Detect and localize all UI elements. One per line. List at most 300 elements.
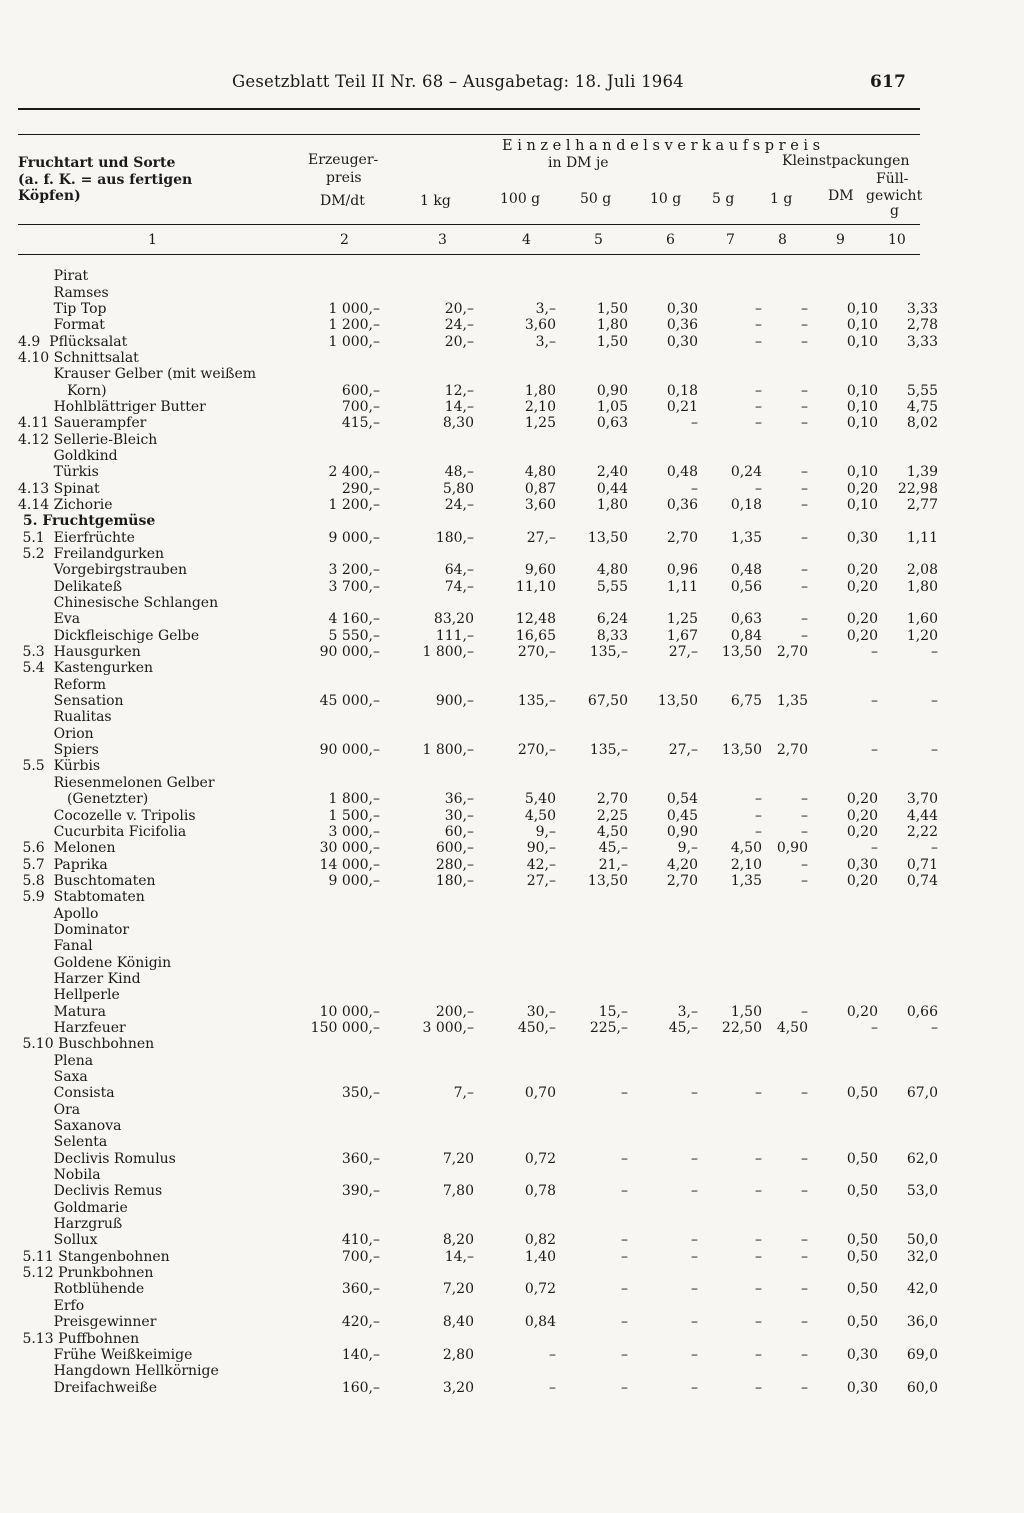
table-row [18, 480, 938, 496]
cell-col-9: 0,30 [846, 1379, 878, 1396]
cell-col-10: 42,0 [906, 1281, 938, 1298]
cell-col-5: 13,50 [587, 529, 628, 546]
cell-col-10 [878, 1265, 938, 1281]
row-label: Dickfleischige Gelbe [18, 627, 200, 644]
cell-col-7: – [755, 333, 762, 350]
row-label: Dominator [18, 921, 130, 938]
cell-col-5: 1,05 [596, 398, 628, 415]
cell-col-3: 600,– [435, 840, 474, 857]
header-rule [18, 108, 920, 110]
cell-col-5: – [621, 1248, 628, 1265]
row-label: Erfo [18, 1297, 85, 1314]
cell-col-10 [878, 775, 938, 791]
row-label: Frühe Weißkeimige [18, 1346, 193, 1363]
table-row [18, 366, 938, 382]
cell-col-2: 10 000,– [319, 1003, 380, 1020]
cell-col-9: – [871, 1019, 878, 1036]
cell-col-4 [474, 1298, 556, 1314]
cell-col-5 [556, 1200, 628, 1216]
row-label: Preisgewinner [18, 1314, 157, 1331]
cell-col-4 [474, 1363, 556, 1379]
cell-col-10: 32,0 [906, 1248, 938, 1265]
cell-col-5 [556, 905, 628, 921]
cell-col-4 [474, 366, 556, 382]
cell-col-3 [380, 905, 474, 921]
row-label: Orion [18, 725, 94, 742]
cell-col-6: 2,70 [666, 872, 698, 889]
cell-col-6: 3,– [677, 1003, 698, 1020]
cell-col-6 [628, 775, 698, 791]
cell-col-6 [628, 1167, 698, 1183]
cell-col-10 [878, 971, 938, 987]
cell-col-4 [474, 954, 556, 970]
cell-col-3: 20,– [444, 333, 474, 350]
table-row [18, 971, 938, 987]
cell-col-8: – [801, 823, 808, 840]
table-row [18, 579, 938, 595]
cell-col-6: – [691, 1248, 698, 1265]
col1-header-line3: Köpfen) [18, 188, 81, 204]
cell-col-2: 420,– [341, 1314, 380, 1331]
column-number: 10 [888, 232, 906, 248]
cell-col-8: 2,70 [776, 742, 808, 759]
cell-col-3: 60,– [444, 823, 474, 840]
cell-col-7 [698, 1265, 762, 1281]
table-row [18, 873, 938, 889]
cell-col-3: 7,80 [442, 1183, 474, 1200]
cell-col-9 [808, 1102, 878, 1118]
cell-col-6: 0,36 [666, 317, 698, 334]
cell-col-6: – [691, 1314, 698, 1331]
cell-col-7: – [755, 1085, 762, 1102]
cell-col-7 [698, 1118, 762, 1134]
table-row [18, 1200, 938, 1216]
header-bottom-rule [18, 224, 920, 225]
table-row [18, 1216, 938, 1232]
cell-col-4 [474, 350, 556, 366]
cell-col-4: 3,– [535, 333, 556, 350]
table-row [18, 1379, 938, 1395]
cell-col-10 [878, 1330, 938, 1346]
cell-col-3: 5,80 [442, 480, 474, 497]
cell-col-7: – [755, 415, 762, 432]
column-number: 5 [594, 232, 603, 248]
cell-col-7: 13,50 [721, 742, 762, 759]
cell-col-9: 0,50 [846, 1232, 878, 1249]
column-number: 1 [148, 232, 157, 248]
cell-col-4 [474, 726, 556, 742]
cell-col-4: 3,– [535, 300, 556, 317]
cell-col-10: 22,98 [897, 480, 938, 497]
cell-col-4: 4,80 [524, 464, 556, 481]
cell-col-8 [762, 1036, 808, 1052]
cell-col-5: – [621, 1314, 628, 1331]
cell-col-10: 5,55 [906, 382, 938, 399]
cell-col-7 [698, 1200, 762, 1216]
cell-col-3 [380, 709, 474, 725]
table-row [18, 448, 938, 464]
cell-col-10 [878, 1118, 938, 1134]
cell-col-3: 3 000,– [422, 1019, 474, 1036]
cell-col-2 [296, 938, 380, 954]
cell-col-2 [296, 905, 380, 921]
cell-col-2 [296, 1265, 380, 1281]
cell-col-5 [556, 726, 628, 742]
cell-col-9 [808, 660, 878, 676]
cell-col-4 [474, 922, 556, 938]
cell-col-2: 3 000,– [328, 823, 380, 840]
cell-col-8 [762, 709, 808, 725]
cell-col-10: 36,0 [906, 1314, 938, 1331]
cell-col-2: 360,– [341, 1150, 380, 1167]
cell-col-4: 30,– [526, 1003, 556, 1020]
cell-col-7 [698, 726, 762, 742]
cell-col-10: 4,75 [906, 398, 938, 415]
header-fuell-line1: Füll- [876, 171, 909, 187]
cell-col-6 [628, 1363, 698, 1379]
cell-col-4 [474, 448, 556, 464]
cell-col-7 [698, 954, 762, 970]
row-label: 5.10 Buschbohnen [18, 1036, 155, 1053]
cell-col-5 [556, 709, 628, 725]
cell-col-6: – [691, 1183, 698, 1200]
cell-col-6: 13,50 [657, 693, 698, 710]
cell-col-10 [878, 366, 938, 382]
cell-col-9 [808, 889, 878, 905]
cell-col-8 [762, 954, 808, 970]
page-number: 617 [870, 72, 907, 92]
cell-col-8: – [801, 872, 808, 889]
cell-col-10 [878, 1216, 938, 1232]
cell-col-9: 0,50 [846, 1085, 878, 1102]
cell-col-8 [762, 938, 808, 954]
cell-col-2: 410,– [341, 1232, 380, 1249]
cell-col-4: 270,– [517, 644, 556, 661]
table-row [18, 513, 938, 529]
row-label: Apollo [18, 905, 99, 922]
cell-col-5 [556, 1134, 628, 1150]
cell-col-7 [698, 595, 762, 611]
cell-col-10: 4,44 [906, 807, 938, 824]
cell-col-10: 69,0 [906, 1346, 938, 1363]
cell-col-8 [762, 971, 808, 987]
cell-col-3: 111,– [435, 627, 474, 644]
cell-col-7 [698, 1363, 762, 1379]
cell-col-4: 0,82 [524, 1232, 556, 1249]
cell-col-8 [762, 1167, 808, 1183]
cell-col-5 [556, 1298, 628, 1314]
cell-col-10: – [931, 693, 938, 710]
cell-col-6 [628, 954, 698, 970]
cell-col-4 [474, 595, 556, 611]
cell-col-2 [296, 1363, 380, 1379]
cell-col-6 [628, 1036, 698, 1052]
cell-col-8 [762, 775, 808, 791]
cell-col-8: – [801, 1346, 808, 1363]
cell-col-10 [878, 726, 938, 742]
cell-col-5: 1,50 [596, 300, 628, 317]
cell-col-9: 0,20 [846, 480, 878, 497]
cell-col-9: 0,10 [846, 317, 878, 334]
cell-col-3: 30,– [444, 807, 474, 824]
cell-col-5: 13,50 [587, 872, 628, 889]
table-row [18, 415, 938, 431]
cell-col-5 [556, 1053, 628, 1069]
table-row [18, 464, 938, 480]
cell-col-8: – [801, 1085, 808, 1102]
cell-col-10 [878, 922, 938, 938]
header-dm: DM [828, 188, 854, 204]
cell-col-9: – [871, 693, 878, 710]
cell-col-6 [628, 1102, 698, 1118]
cell-col-8: 1,35 [776, 693, 808, 710]
row-label: Ramses [18, 284, 109, 301]
cell-col-8: – [801, 627, 808, 644]
cell-col-4 [474, 987, 556, 1003]
cell-col-5: – [621, 1232, 628, 1249]
cell-col-2 [296, 546, 380, 562]
price-table [18, 268, 938, 1396]
cell-col-8: – [801, 382, 808, 399]
cell-col-8: – [801, 578, 808, 595]
page-header [0, 72, 1024, 102]
table-row [18, 497, 938, 513]
table-row [18, 644, 938, 660]
cell-col-3 [380, 448, 474, 464]
cell-col-2 [296, 987, 380, 1003]
cell-col-8 [762, 1053, 808, 1069]
cell-col-9: 0,10 [846, 496, 878, 513]
cell-col-2: 360,– [341, 1281, 380, 1298]
cell-col-3: 12,– [444, 382, 474, 399]
cell-col-2: 90 000,– [319, 742, 380, 759]
cell-col-4: 16,65 [515, 627, 556, 644]
cell-col-7: 2,10 [730, 856, 762, 873]
cell-col-9: 0,10 [846, 398, 878, 415]
row-label: Eva [18, 611, 81, 628]
cell-col-3 [380, 1134, 474, 1150]
cell-col-9 [808, 1167, 878, 1183]
cell-col-4: 270,– [517, 742, 556, 759]
row-label: Sollux [18, 1232, 98, 1249]
cell-col-8 [762, 284, 808, 300]
cell-col-3: 1 800,– [422, 644, 474, 661]
cell-col-3 [380, 938, 474, 954]
col2-header-line3: DM/dt [320, 193, 365, 209]
cell-col-10 [878, 987, 938, 1003]
table-row [18, 431, 938, 447]
cell-col-2 [296, 709, 380, 725]
cell-col-3 [380, 284, 474, 300]
cell-col-8 [762, 513, 808, 529]
cell-col-4: 0,72 [524, 1150, 556, 1167]
cell-col-10: 3,70 [906, 791, 938, 808]
cell-col-9 [808, 1330, 878, 1346]
row-label: 5.5 Kürbis [18, 758, 101, 775]
cell-col-3: 1 800,– [422, 742, 474, 759]
cell-col-6 [628, 922, 698, 938]
cell-col-3 [380, 1363, 474, 1379]
cell-col-10: 8,02 [906, 415, 938, 432]
row-label: Hellperle [18, 987, 120, 1004]
cell-col-2 [296, 366, 380, 382]
cell-col-5 [556, 1265, 628, 1281]
group-header-title: E i n z e l h a n d e l s v e r k a u f s p r e i s [502, 138, 821, 154]
cell-col-8 [762, 677, 808, 693]
cell-col-2 [296, 513, 380, 529]
cell-col-5: 5,55 [596, 578, 628, 595]
row-label: Krauser Gelber (mit weißem [18, 366, 257, 383]
cell-col-7: 1,50 [730, 1003, 762, 1020]
cell-col-2 [296, 448, 380, 464]
cell-col-8 [762, 431, 808, 447]
cell-col-8 [762, 366, 808, 382]
cell-col-10: 60,0 [906, 1379, 938, 1396]
cell-col-10 [878, 595, 938, 611]
cell-col-5: – [621, 1281, 628, 1298]
cell-col-9 [808, 987, 878, 1003]
cell-col-7 [698, 1069, 762, 1085]
table-row [18, 399, 938, 415]
cell-col-10: – [931, 644, 938, 661]
cell-col-5 [556, 677, 628, 693]
cell-col-6 [628, 513, 698, 529]
cell-col-5: 225,– [589, 1019, 628, 1036]
cell-col-4 [474, 1200, 556, 1216]
table-row [18, 726, 938, 742]
row-label: 5.4 Kastengurken [18, 660, 153, 677]
cell-col-5: 135,– [589, 644, 628, 661]
table-row [18, 693, 938, 709]
cell-col-6 [628, 448, 698, 464]
cell-col-2: 600,– [341, 382, 380, 399]
cell-col-7: – [755, 480, 762, 497]
row-label: Türkis [18, 464, 99, 481]
cell-col-7: 0,18 [730, 496, 762, 513]
cell-col-6 [628, 431, 698, 447]
cell-col-3: 180,– [435, 872, 474, 889]
table-row [18, 1249, 938, 1265]
cell-col-5: 2,70 [596, 791, 628, 808]
row-label: 5. Fruchtgemüse [18, 513, 156, 530]
cell-col-8: – [801, 496, 808, 513]
cell-col-10: 0,71 [906, 856, 938, 873]
row-label: Sensation [18, 693, 124, 710]
cell-col-9 [808, 350, 878, 366]
cell-col-8: – [801, 562, 808, 579]
cell-col-6 [628, 709, 698, 725]
cell-col-3: 14,– [444, 398, 474, 415]
cell-col-7 [698, 905, 762, 921]
cell-col-10 [878, 268, 938, 284]
column-numbers-rule [18, 254, 920, 255]
cell-col-3 [380, 431, 474, 447]
table-row [18, 1281, 938, 1297]
cell-col-9: 0,50 [846, 1248, 878, 1265]
cell-col-10 [878, 546, 938, 562]
cell-col-2: 9 000,– [328, 529, 380, 546]
cell-col-9 [808, 448, 878, 464]
cell-col-8 [762, 1118, 808, 1134]
cell-col-7 [698, 431, 762, 447]
cell-col-7 [698, 1216, 762, 1232]
row-label: 4.10 Schnittsalat [18, 349, 139, 366]
cell-col-5 [556, 284, 628, 300]
header-1kg: 1 kg [420, 193, 451, 209]
cell-col-8: – [801, 1003, 808, 1020]
row-label: Saxanova [18, 1118, 122, 1135]
cell-col-2 [296, 1102, 380, 1118]
cell-col-3: 180,– [435, 529, 474, 546]
cell-col-9 [808, 1216, 878, 1232]
cell-col-10 [878, 1167, 938, 1183]
cell-col-7 [698, 1167, 762, 1183]
cell-col-3: 8,30 [442, 415, 474, 432]
cell-col-4: 90,– [526, 840, 556, 857]
cell-col-4: 27,– [526, 872, 556, 889]
cell-col-3 [380, 971, 474, 987]
cell-col-4: 135,– [517, 693, 556, 710]
cell-col-7 [698, 1330, 762, 1346]
cell-col-9: – [871, 644, 878, 661]
cell-col-6 [628, 726, 698, 742]
cell-col-6 [628, 971, 698, 987]
row-label: Spiers [18, 742, 99, 759]
cell-col-4: 0,72 [524, 1281, 556, 1298]
cell-col-3 [380, 1216, 474, 1232]
cell-col-7 [698, 971, 762, 987]
cell-col-10 [878, 1069, 938, 1085]
table-row [18, 660, 938, 676]
cell-col-6 [628, 366, 698, 382]
row-label: 4.12 Sellerie-Bleich [18, 431, 158, 448]
header-50g: 50 g [580, 191, 612, 207]
table-row [18, 268, 938, 284]
cell-col-10 [878, 1363, 938, 1379]
cell-col-5: – [621, 1346, 628, 1363]
column-number: 4 [522, 232, 531, 248]
cell-col-8 [762, 1298, 808, 1314]
cell-col-3: 14,– [444, 1248, 474, 1265]
cell-col-6 [628, 938, 698, 954]
cell-col-10 [878, 660, 938, 676]
cell-col-6: 4,20 [666, 856, 698, 873]
cell-col-8: 0,90 [776, 840, 808, 857]
cell-col-4 [474, 1167, 556, 1183]
row-label: Fanal [18, 938, 93, 955]
row-label: 5.9 Stabtomaten [18, 889, 145, 906]
cell-col-7: 0,24 [730, 464, 762, 481]
cell-col-6 [628, 1265, 698, 1281]
table-row [18, 775, 938, 791]
row-label: Rotblühende [18, 1281, 145, 1298]
cell-col-8: – [801, 529, 808, 546]
cell-col-4: – [549, 1379, 556, 1396]
row-label: 5.2 Freilandgurken [18, 546, 165, 563]
cell-col-3 [380, 513, 474, 529]
cell-col-7: – [755, 807, 762, 824]
cell-col-2: 1 200,– [328, 317, 380, 334]
row-label: 4.11 Sauerampfer [18, 415, 147, 432]
row-label: Consista [18, 1085, 115, 1102]
cell-col-9 [808, 513, 878, 529]
cell-col-9: 0,10 [846, 300, 878, 317]
cell-col-5 [556, 1363, 628, 1379]
cell-col-2: 5 550,– [328, 627, 380, 644]
cell-col-6 [628, 1134, 698, 1150]
table-row [18, 317, 938, 333]
cell-col-4 [474, 546, 556, 562]
